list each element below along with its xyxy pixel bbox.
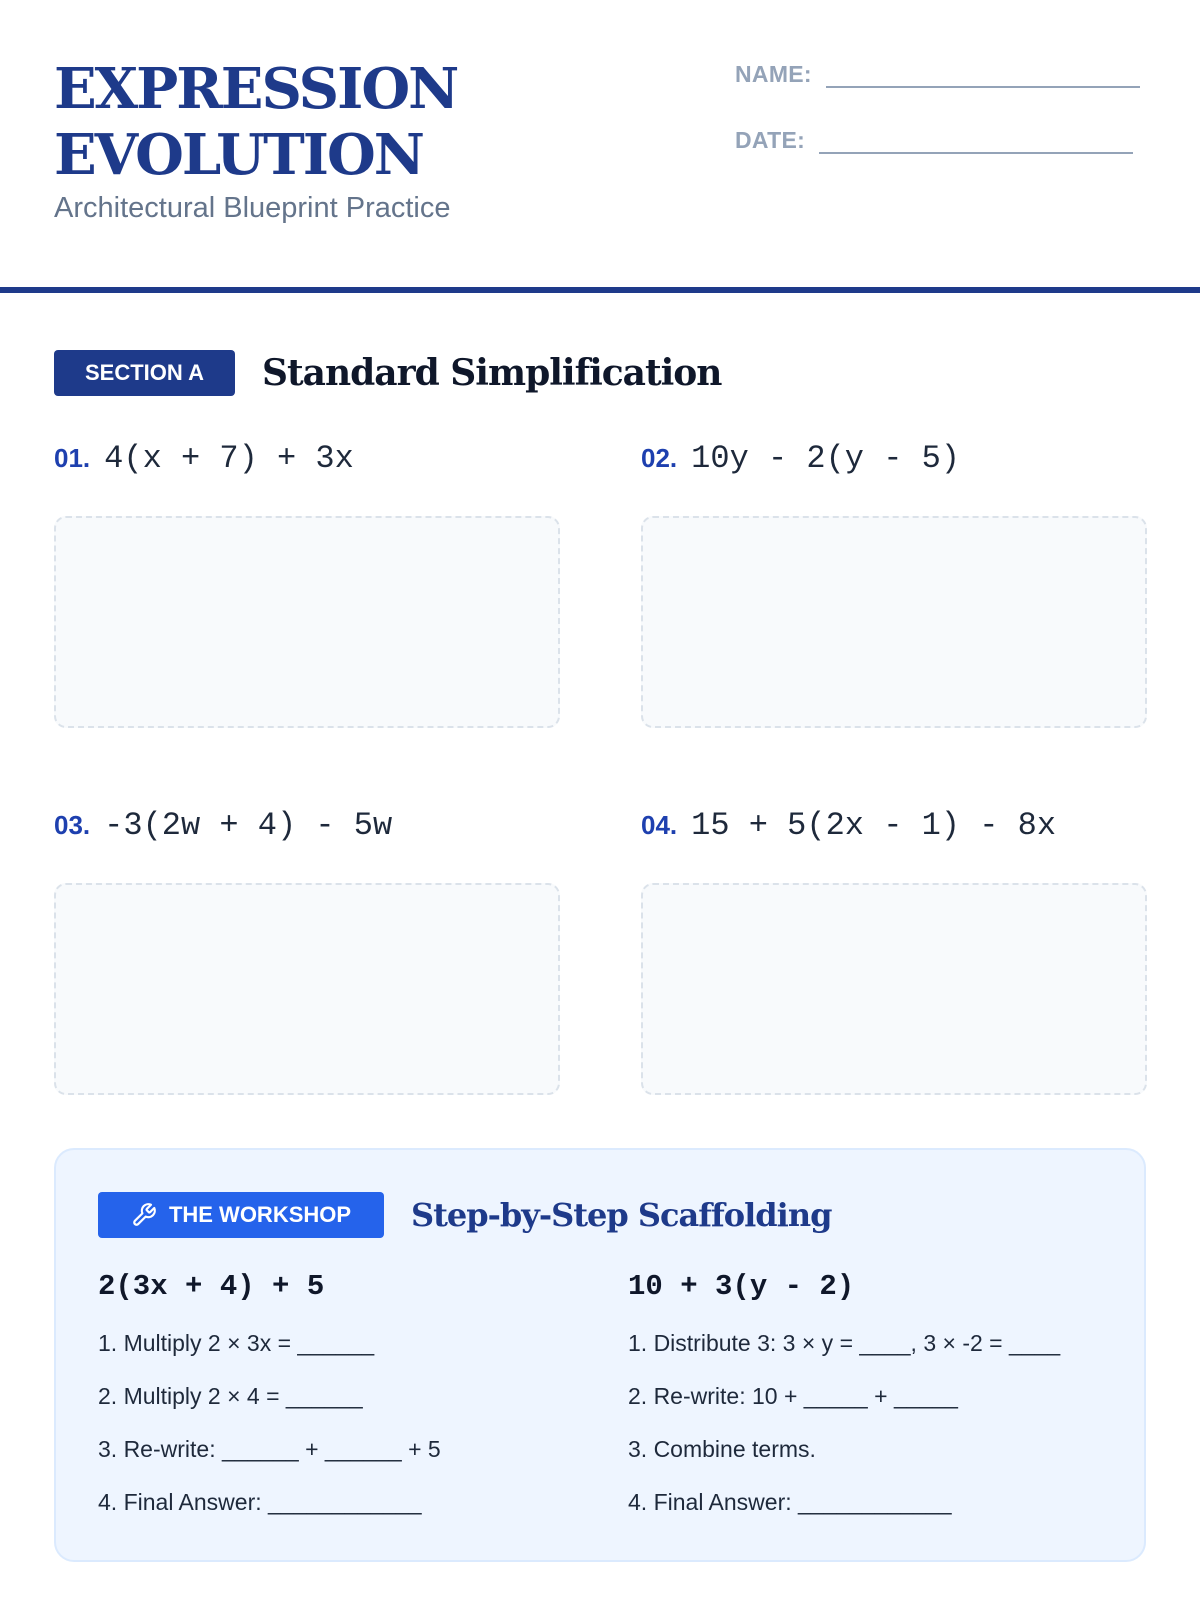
problem-expression: -3(2w + 4) - 5w (104, 807, 393, 844)
date-blank-line[interactable] (819, 124, 1133, 154)
title-line-1: EXPRESSION (54, 56, 458, 122)
workshop-badge-label: THE WORKSHOP (168, 1202, 352, 1227)
date-field (735, 124, 1133, 154)
name-blank-line[interactable] (826, 58, 1140, 88)
worksheet-subtitle: Architectural Blueprint Practice (54, 192, 451, 224)
answer-box[interactable] (54, 883, 560, 1095)
worksheet-header (0, 0, 1200, 292)
date-label: DATE: (735, 127, 806, 153)
problem-04 (641, 807, 1147, 1095)
wrench-icon (131, 1202, 157, 1228)
answer-box[interactable] (641, 883, 1147, 1095)
problem-number: 02. (641, 443, 678, 473)
workshop-column-left (98, 1270, 598, 1540)
workshop-step: 2. Multiply 2 × 4 = ______ (98, 1383, 363, 1409)
workshop-step: 4. Final Answer: ____________ (98, 1489, 422, 1515)
workshop-panel (54, 1148, 1146, 1562)
workshop-header (98, 1192, 831, 1238)
section-a-badge: SECTION A (54, 350, 235, 396)
workshop-expression: 2(3x + 4) + 5 (98, 1270, 325, 1303)
problem-number: 04. (641, 810, 678, 840)
section-a-header (54, 350, 721, 396)
problem-01 (54, 440, 560, 728)
problem-expression: 10y - 2(y - 5) (691, 440, 960, 477)
workshop-column-right (628, 1270, 1128, 1540)
workshop-step: 4. Final Answer: ____________ (628, 1489, 952, 1515)
section-a-title: Standard Simplification (262, 352, 722, 394)
workshop-title: Step-by-Step Scaffolding (411, 1196, 832, 1234)
problem-number: 03. (54, 810, 91, 840)
workshop-expression: 10 + 3(y - 2) (628, 1270, 855, 1303)
workshop-badge (98, 1192, 384, 1238)
problem-number: 01. (54, 443, 91, 473)
workshop-step: 1. Distribute 3: 3 × y = ____, 3 × -2 = ____ (628, 1330, 1061, 1356)
workshop-step: 3. Re-write: ______ + ______ + 5 (98, 1436, 441, 1462)
answer-box[interactable] (641, 516, 1147, 728)
workshop-step: 1. Multiply 2 × 3x = ______ (98, 1330, 375, 1356)
worksheet-title (54, 56, 457, 188)
title-line-2: EVOLUTION (54, 122, 423, 188)
workshop-step: 2. Re-write: 10 + _____ + _____ (628, 1383, 958, 1409)
name-label: NAME: (735, 61, 812, 87)
header-divider (0, 287, 1200, 293)
problem-03 (54, 807, 560, 1095)
problem-02 (641, 440, 1147, 728)
workshop-step: 3. Combine terms. (628, 1436, 816, 1462)
answer-box[interactable] (54, 516, 560, 728)
name-field (735, 58, 1140, 88)
problem-expression: 15 + 5(2x - 1) - 8x (691, 807, 1057, 844)
problem-expression: 4(x + 7) + 3x (104, 440, 354, 477)
